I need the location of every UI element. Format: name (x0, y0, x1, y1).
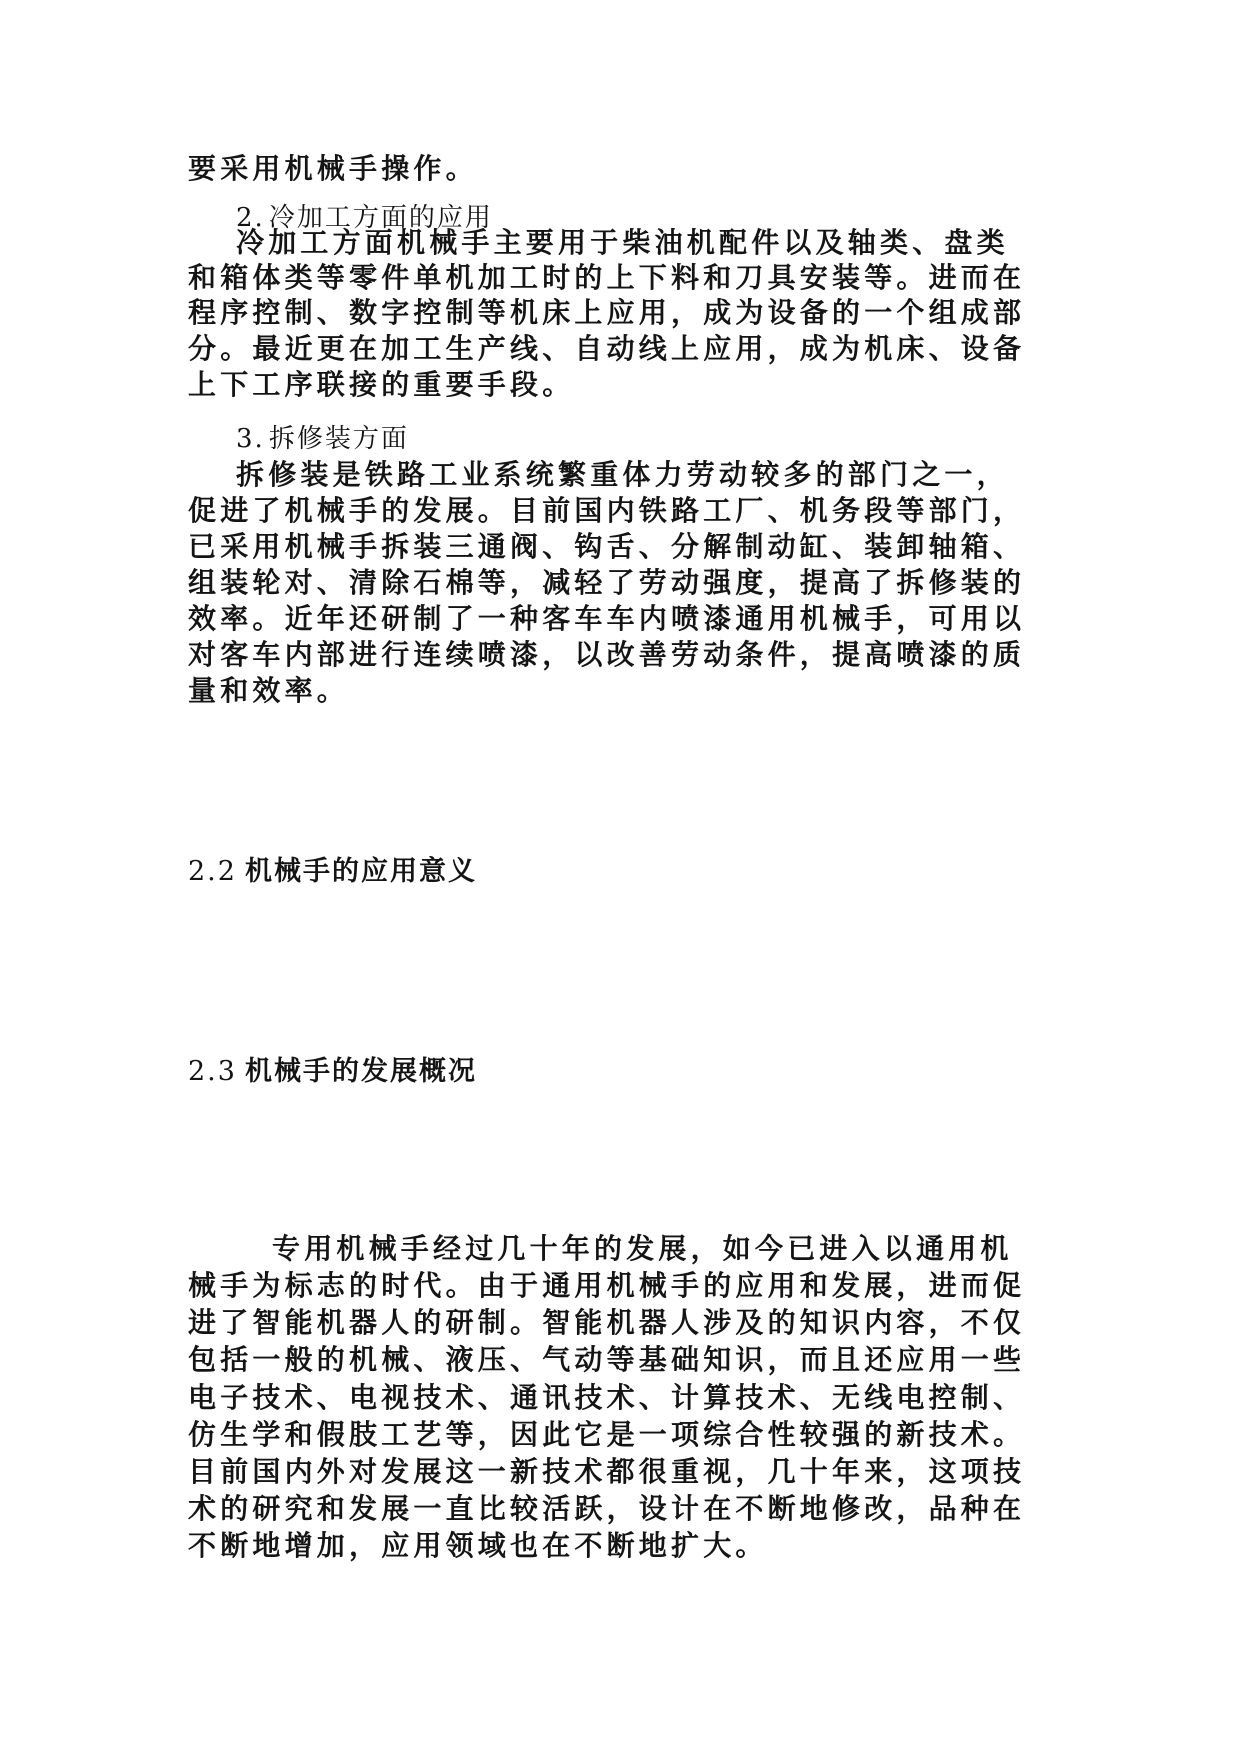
section-number: 2.2 (188, 856, 237, 887)
paragraph-line: 目前国内外对发展这一新技术都很重视，几十年来，这项技 (188, 1455, 1026, 1488)
paragraph-line: 对客车内部进行连续喷漆，以改善劳动条件，提高喷漆的质 (188, 638, 1026, 671)
section-title: 机械手的应用意义 (244, 856, 477, 887)
paragraph-line: 术的研究和发展一直比较活跃，设计在不断地修改，品种在 (188, 1492, 1026, 1525)
paragraph-line: 效率。近年还研制了一种客车车内喷漆通用机械手，可用以 (188, 602, 1026, 635)
section-heading-2-2 (188, 853, 477, 891)
paragraph-line: 和箱体类等零件单机加工时的上下料和刀具安装等。进而在 (188, 261, 1026, 294)
paragraph-line: 进了智能机器人的研制。智能机器人涉及的知识内容，不仅 (188, 1306, 1026, 1339)
paragraph-line: 仿生学和假肢工艺等，因此它是一项综合性较强的新技术。 (188, 1418, 1026, 1451)
paragraph-line: 专用机械手经过几十年的发展，如今已进入以通用机 (272, 1232, 1013, 1265)
paragraph-line: 包括一般的机械、液压、气动等基础知识，而且还应用一些 (188, 1343, 1026, 1376)
subsection-title: 冷加工方面的应用 (268, 203, 493, 233)
paragraph-line: 分。最近更在加工生产线、自动线上应用，成为机床、设备 (188, 332, 1026, 365)
paragraph-line: 要采用机械手操作。 (188, 152, 478, 185)
section-title: 机械手的发展概况 (244, 1056, 477, 1087)
section-heading-2-3 (188, 1053, 477, 1091)
paragraph-line: 促进了机械手的发展。目前国内铁路工厂、机务段等部门， (188, 494, 1026, 527)
subsection-number: 2. (236, 203, 265, 233)
paragraph-line: 不断地增加，应用领域也在不断地扩大。 (188, 1529, 768, 1562)
subsection-number: 3. (236, 424, 265, 454)
paragraph-line: 电子技术、电视技术、通讯技术、计算技术、无线电控制、 (188, 1381, 1026, 1414)
paragraph-line: 械手为标志的时代。由于通用机械手的应用和发展，进而促 (188, 1269, 1026, 1302)
paragraph-line: 上下工序联接的重要手段。 (188, 368, 575, 401)
subsection-heading-repair (236, 420, 409, 458)
paragraph-line: 程序控制、数字控制等机床上应用，成为设备的一个组成部 (188, 296, 1026, 329)
paragraph-line: 量和效率。 (188, 674, 350, 707)
paragraph-line: 已采用机械手拆装三通阀、钩舌、分解制动缸、装卸轴箱、 (188, 530, 1026, 563)
paragraph-line: 拆修装是铁路工业系统繁重体力劳动较多的部门之一， (236, 458, 1009, 491)
paragraph-line: 组装轮对、清除石棉等，减轻了劳动强度，提高了拆修装的 (188, 566, 1026, 599)
subsection-title: 拆修装方面 (268, 424, 409, 454)
section-number: 2.3 (188, 1056, 237, 1087)
paragraph-line: 冷加工方面机械手主要用于柴油机配件以及轴类、盘类 (236, 226, 1009, 259)
